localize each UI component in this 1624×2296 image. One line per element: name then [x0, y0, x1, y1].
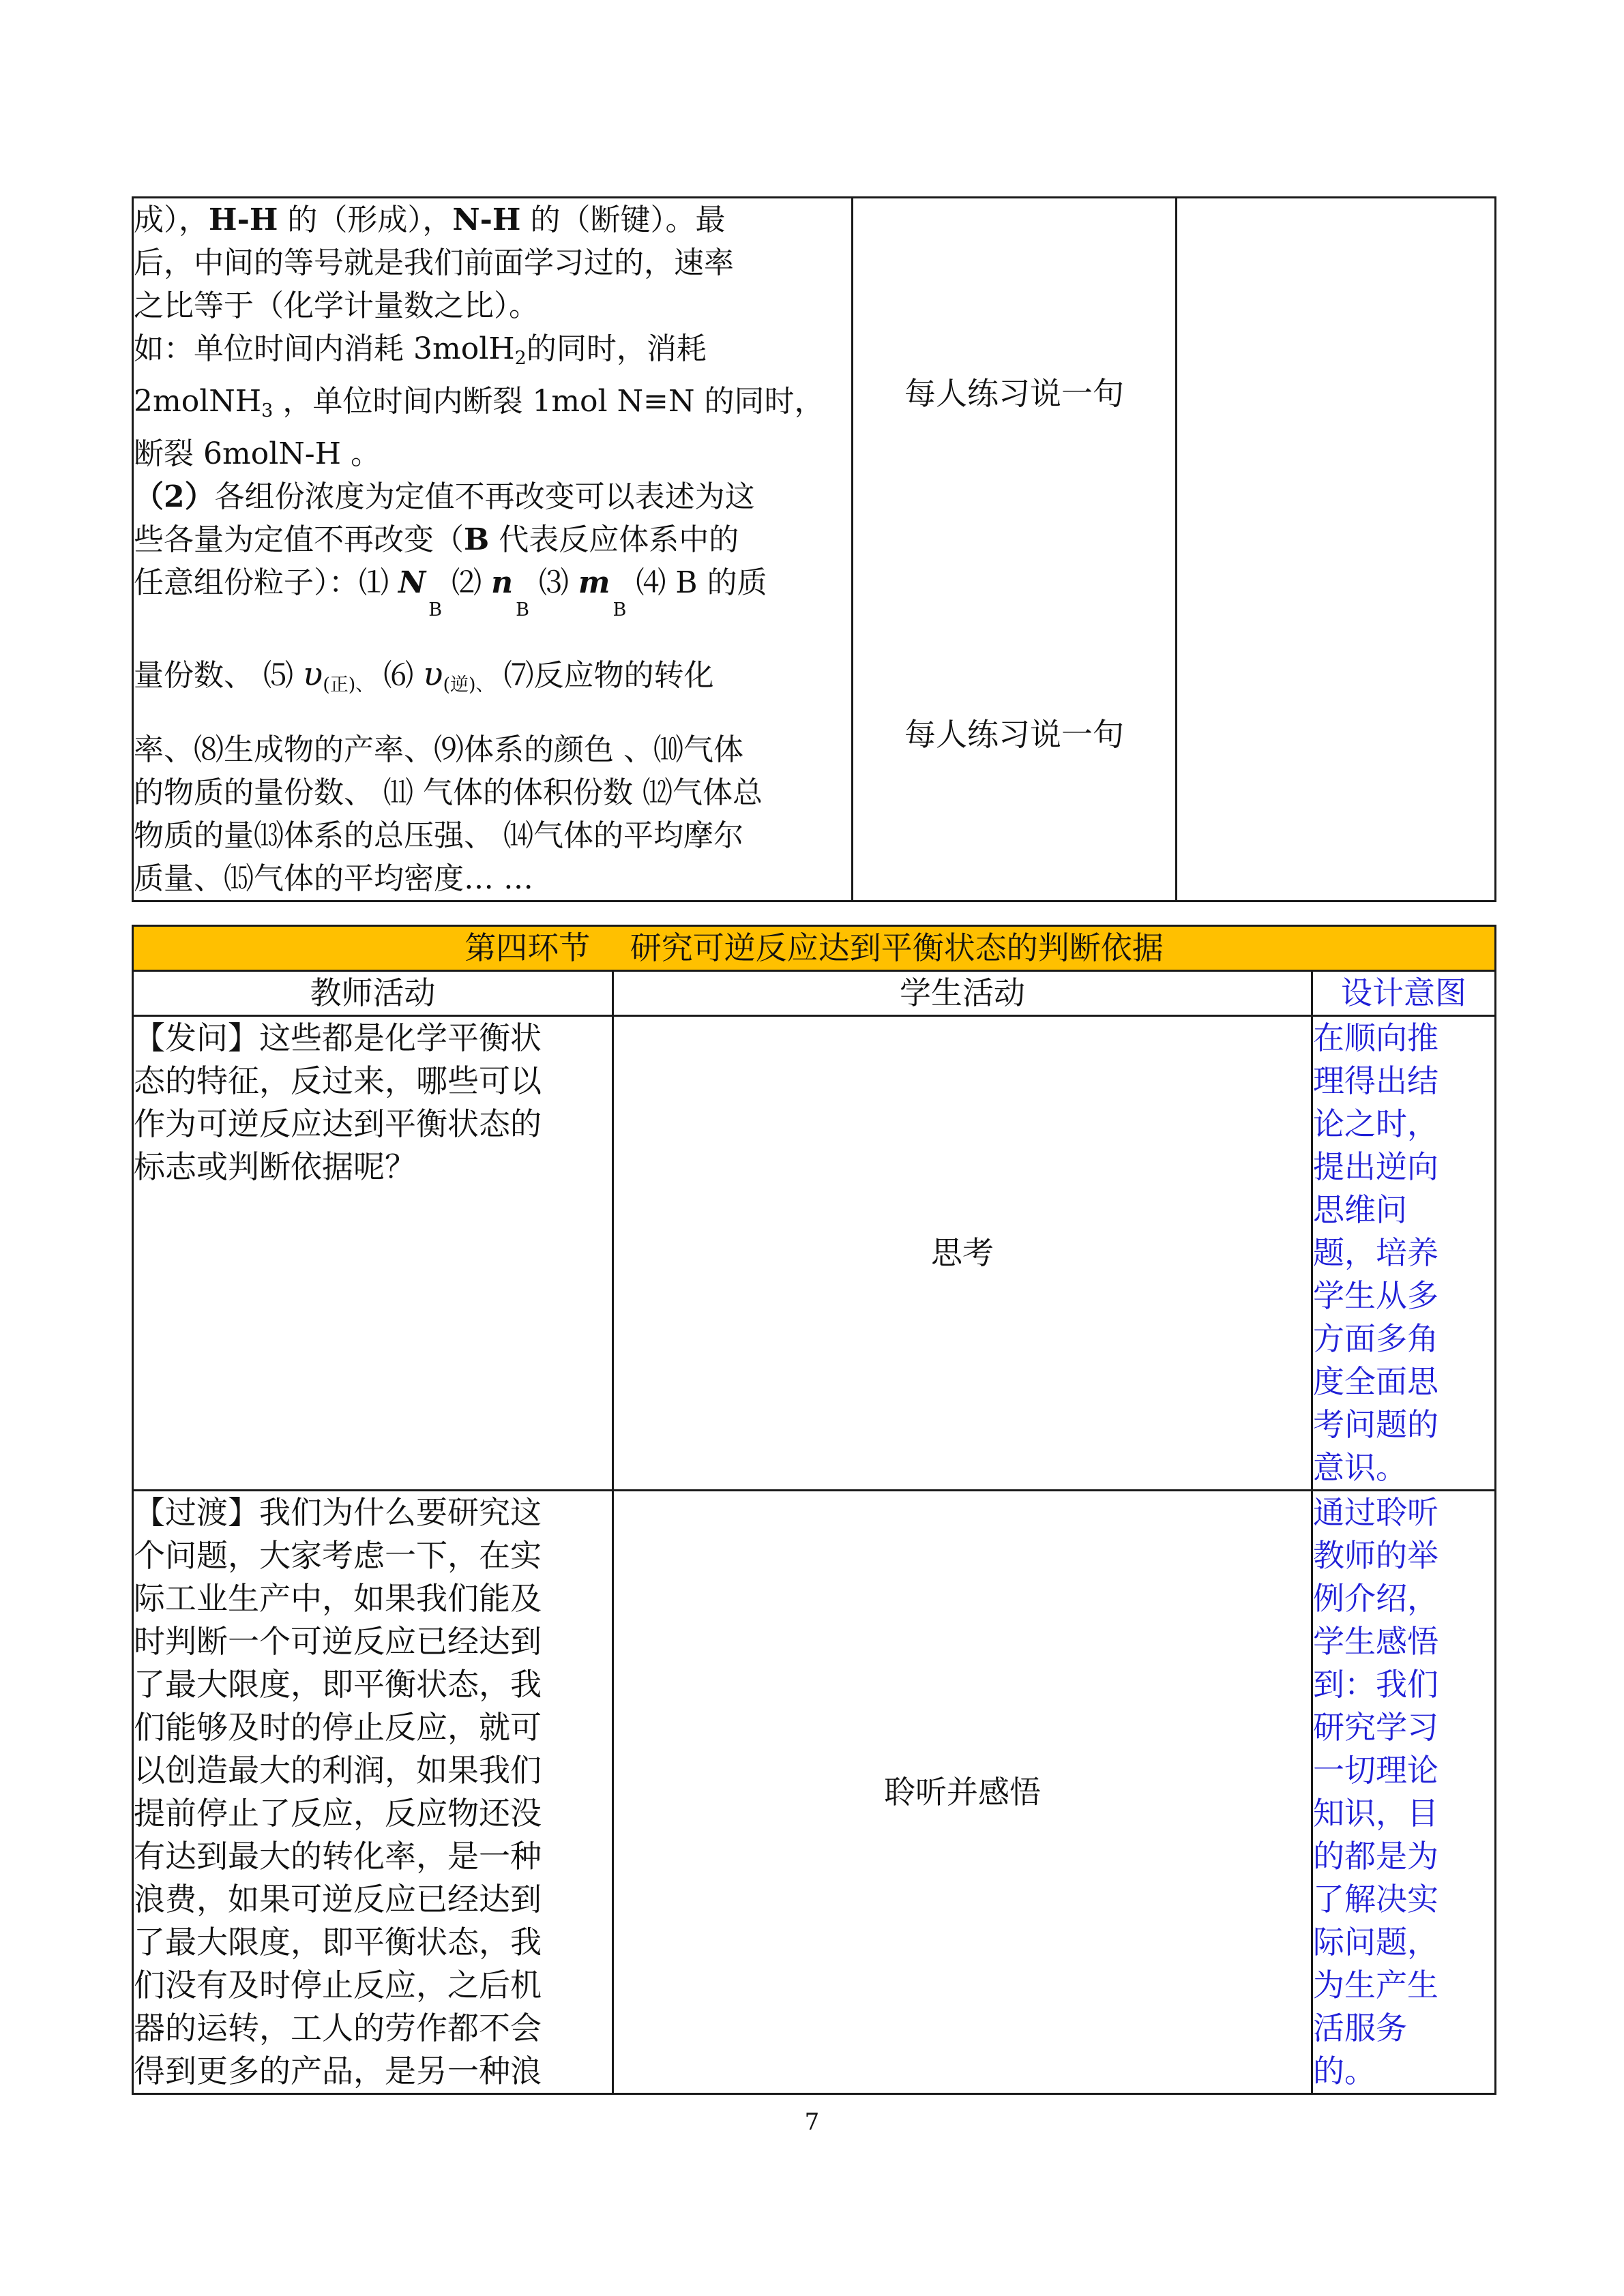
text-line: 例介绍， — [1313, 1580, 1438, 1617]
text-line: 的物质的量份数、 ⑾ 气体的体积份数 ⑿气体总 — [134, 775, 763, 810]
text-line: 知识，目 — [1313, 1795, 1438, 1832]
text-line: 了最大限度，即平衡状态，我 — [134, 1924, 542, 1960]
text-line: 后，中间的等号就是我们前面学习过的，速率 — [134, 245, 734, 280]
text-line: 论之时， — [1313, 1105, 1438, 1142]
text-line: 在顺向推 — [1313, 1019, 1438, 1056]
text-line: 标志或判断依据呢？ — [134, 1148, 416, 1185]
column-header-student: 学生活动 — [613, 971, 1312, 1016]
text-line: 意识。 — [1313, 1449, 1407, 1486]
table-row — [133, 926, 1496, 971]
text-line: 学生感悟 — [1313, 1623, 1438, 1660]
text-line: 提出逆向 — [1313, 1148, 1438, 1185]
section-four-table — [132, 925, 1496, 2095]
text-line: 量份数、 ⑸ $\upsilon_{(正)、}$ ⑹ $\upsilon_{(逆)、}$ ⑺反应物的转化 — [134, 655, 714, 696]
text-line: 们没有及时停止反应，之后机 — [134, 1967, 542, 2003]
text-line: 以创造最大的利润，如果我们 — [134, 1752, 542, 1789]
text-line: 断裂 6molN-H 。 — [134, 436, 381, 471]
text-line: 学生从多 — [1313, 1277, 1438, 1314]
table-row — [133, 971, 1496, 1016]
text-line: 到：我们 — [1313, 1666, 1438, 1703]
teacher-activity-cell — [133, 198, 853, 901]
text-line: 际问题， — [1313, 1924, 1438, 1960]
text-line: 成），H-H 的（形成），N-H 的（断键）。最 — [134, 203, 726, 237]
text-line: 题，培养 — [1313, 1234, 1438, 1271]
text-line: （2）各组份浓度为定值不再改变可以表述为这 — [134, 479, 755, 514]
text-line: 通过聆听 — [1313, 1494, 1438, 1531]
continuation-table — [132, 196, 1496, 902]
text-line: 的。 — [1313, 2053, 1376, 2089]
student-activity-cell: 思考 — [613, 1016, 1312, 1491]
text-line: 的都是为 — [1313, 1838, 1438, 1875]
text-line: 浪费，如果可逆反应已经达到 — [134, 1881, 542, 1918]
page-number: 7 — [804, 2108, 820, 2136]
student-activity-cell: 聆听并感悟 — [613, 1491, 1312, 2094]
practice-text: 每人练习说一句 — [904, 375, 1124, 412]
column-header-intent: 设计意图 — [1312, 971, 1496, 1016]
section-title: 第四环节 研究可逆反应达到平衡状态的判断依据 — [133, 926, 1496, 971]
text-line: 作为可逆反应达到平衡状态的 — [134, 1105, 542, 1142]
text-line: 度全面思 — [1313, 1363, 1438, 1400]
text-line: 如：单位时间内消耗 3molH$_2$的同时，消耗 — [134, 331, 707, 369]
text-line: 物质的量⒀体系的总压强、 ⒁气体的平均摩尔 — [134, 818, 743, 853]
text-line: 个问题，大家考虑一下，在实 — [134, 1537, 542, 1574]
text-line: 际工业生产中，如果我们能及 — [134, 1580, 542, 1617]
text-line: 质量、⒂气体的平均密度… … — [134, 861, 533, 896]
text-line: 【过渡】我们为什么要研究这 — [134, 1494, 542, 1531]
text-line: 得到更多的产品，是另一种浪 — [134, 2053, 542, 2089]
column-header-teacher: 教师活动 — [133, 971, 613, 1016]
practice-text: 每人练习说一句 — [904, 716, 1124, 753]
text-line: 器的运转，工人的劳作都不会 — [134, 2010, 542, 2046]
text-line: 些各量为定值不再改变（B 代表反应体系中的 — [134, 522, 739, 557]
teacher-activity-cell — [133, 1016, 613, 1491]
text-line: 了解决实 — [1313, 1881, 1438, 1918]
text-line: 方面多角 — [1313, 1320, 1438, 1357]
text-line: 教师的举 — [1313, 1537, 1438, 1574]
student-activity-cell — [853, 198, 1177, 901]
text-line: 2molNH$_3$ ，单位时间内断裂 1mol N≡N 的同时， — [134, 384, 825, 421]
design-intent-cell — [1177, 198, 1496, 901]
text-line: 了最大限度，即平衡状态，我 — [134, 1666, 542, 1703]
text-line: 任意组份粒子）：⑴ $N_B$ ⑵ $n_B$ ⑶ $m_B$ ⑷ B 的质 — [134, 565, 767, 621]
design-intent-cell — [1312, 1016, 1496, 1491]
text-line: 态的特征，反过来，哪些可以 — [134, 1062, 542, 1099]
text-line: 为生产生 — [1313, 1967, 1438, 2003]
table-row — [133, 1016, 1496, 1491]
text-line: 思维问 — [1313, 1191, 1407, 1228]
teacher-activity-cell — [133, 1491, 613, 2094]
text-line: 之比等于（化学计量数之比）。 — [134, 288, 539, 323]
text-line: 【发问】这些都是化学平衡状 — [134, 1019, 542, 1056]
text-line: 有达到最大的转化率，是一种 — [134, 1838, 542, 1875]
table-row — [133, 198, 1496, 901]
text-line: 率、⑻生成物的产率、⑼体系的颜色 、⑽气体 — [134, 732, 743, 767]
text-line: 提前停止了反应，反应物还没 — [134, 1795, 542, 1832]
text-line: 们能够及时的停止反应，就可 — [134, 1709, 542, 1746]
table-row — [133, 1491, 1496, 2094]
text-line: 考问题的 — [1313, 1406, 1438, 1443]
text-line: 理得出结 — [1313, 1062, 1438, 1099]
design-intent-cell — [1312, 1491, 1496, 2094]
text-line: 活服务 — [1313, 2010, 1407, 2046]
text-line: 研究学习 — [1313, 1709, 1438, 1746]
text-line: 一切理论 — [1313, 1752, 1438, 1789]
text-line: 时判断一个可逆反应已经达到 — [134, 1623, 542, 1660]
